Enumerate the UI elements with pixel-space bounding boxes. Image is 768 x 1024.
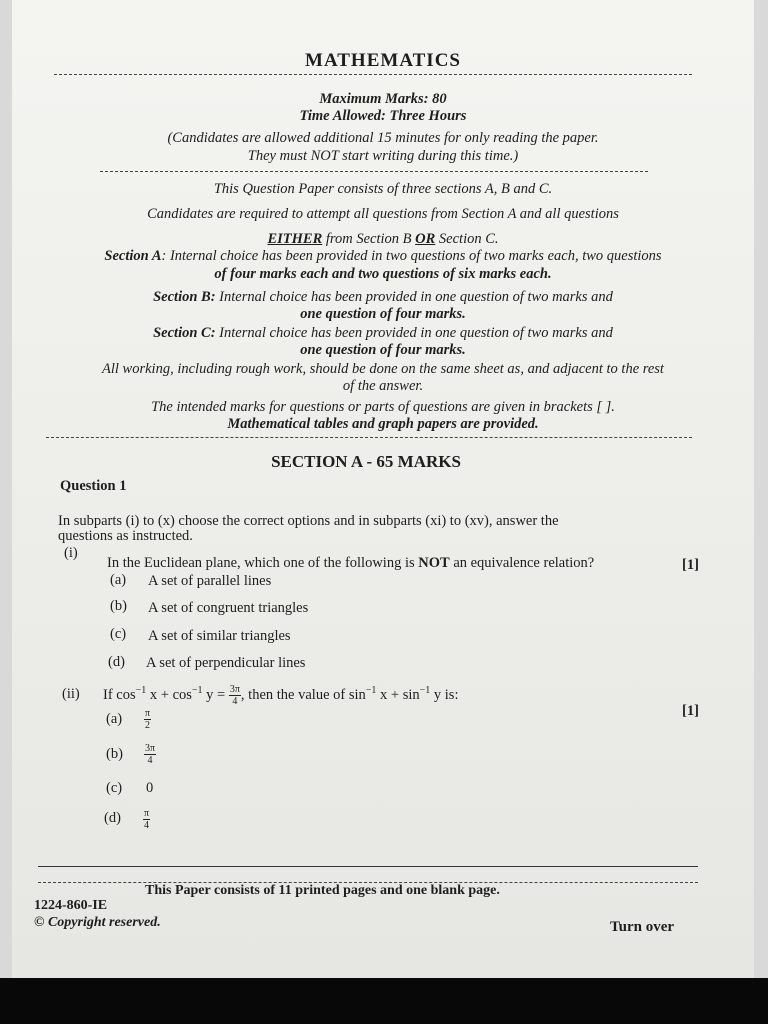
option-c-letter: (c) xyxy=(106,780,123,796)
section-b-text: Internal choice has been provided in one question of two marks and xyxy=(215,289,613,305)
divider xyxy=(100,171,648,172)
option-d-text: A set of perpendicular lines xyxy=(146,655,306,671)
option-b-fraction xyxy=(144,743,156,766)
bottom-black-bar xyxy=(0,978,768,1024)
subpart-i-marks: [1] xyxy=(682,557,699,573)
subpart-ii-text xyxy=(103,684,458,707)
subpart-ii-number: (ii) xyxy=(62,686,80,702)
option-d-fraction xyxy=(143,808,150,831)
subpart-i-text xyxy=(107,555,594,572)
section-a-label: Section A xyxy=(104,248,162,264)
section-a-instruction-2: of four marks each and two questions of six marks each. xyxy=(214,266,552,282)
section-a-text: : Internal choice has been provided in two questions of two marks each, two questions xyxy=(161,248,662,264)
option-a-fraction xyxy=(144,708,151,731)
option-c-letter: (c) xyxy=(110,626,127,642)
option-d-letter: (d) xyxy=(108,654,125,670)
option-a-letter: (a) xyxy=(110,572,127,588)
question-label: Question 1 xyxy=(60,478,127,494)
math-text: y = xyxy=(202,686,229,703)
math-sup: −1 xyxy=(365,685,377,696)
fraction-denominator: 2 xyxy=(145,720,151,731)
math-text: If cos xyxy=(103,686,136,703)
instruction-attempt: Candidates are required to attempt all questions from Section A and all questions xyxy=(147,206,619,222)
section-a-heading: SECTION A - 65 MARKS xyxy=(271,452,461,471)
subpart-i-text-b: an equivalence relation? xyxy=(449,555,595,571)
math-text: x + cos xyxy=(146,686,192,703)
math-sup: −1 xyxy=(419,685,431,696)
math-sup: −1 xyxy=(135,685,147,696)
paper-title: MATHEMATICS xyxy=(305,50,461,71)
section-b-instruction xyxy=(12,289,754,306)
reading-note-2: They must NOT start writing during this time.) xyxy=(247,148,519,164)
or-text: OR xyxy=(415,231,436,247)
time-allowed: Time Allowed: Three Hours xyxy=(299,108,467,124)
question-intro-1: In subparts (i) to (x) choose the correct options and in subparts (xi) to (xv), answer the xyxy=(58,513,559,529)
section-c-text: Internal choice has been provided in one question of two marks and xyxy=(215,325,613,341)
section-b-label: Section B: xyxy=(153,289,216,305)
subpart-ii-marks: [1] xyxy=(682,703,699,719)
working-note-2: of the answer. xyxy=(342,378,424,394)
subpart-i-number: (i) xyxy=(64,545,78,561)
option-c-text: A set of similar triangles xyxy=(148,628,291,644)
option-a-text: A set of parallel lines xyxy=(148,573,272,589)
subpart-i-text-a: In the Euclidean plane, which one of the following is xyxy=(107,555,419,571)
reading-note-1: (Candidates are allowed additional 15 minutes for only reading the paper. xyxy=(167,130,599,146)
fraction-denominator: 4 xyxy=(232,696,238,707)
exam-paper-page xyxy=(12,0,754,978)
max-marks: Maximum Marks: 80 xyxy=(319,91,447,107)
option-b-letter: (b) xyxy=(110,598,127,614)
question-intro-2: questions as instructed. xyxy=(58,528,193,544)
divider xyxy=(46,437,692,438)
math-sup: −1 xyxy=(191,685,203,696)
option-b-text: A set of congruent triangles xyxy=(148,600,309,616)
section-c-label: Section C: xyxy=(153,325,216,341)
math-text: x + sin xyxy=(376,686,420,703)
turn-over: Turn over xyxy=(610,919,675,935)
paper-code: 1224-860-IE xyxy=(34,898,108,913)
section-c-instruction xyxy=(12,325,754,342)
fraction-numerator: π xyxy=(145,708,151,719)
section-b-instruction-2: one question of four marks. xyxy=(300,306,466,322)
instruction-sections: This Question Paper consists of three sections A, B and C. xyxy=(213,181,553,197)
footer-rule xyxy=(38,866,698,867)
fraction xyxy=(229,684,241,707)
pages-note: This Paper consists of 11 printed pages and one blank page. xyxy=(145,883,500,898)
option-b-letter: (b) xyxy=(106,746,123,762)
brackets-note: The intended marks for questions or parts of questions are given in brackets [ ]. xyxy=(151,399,615,415)
fraction-numerator: 3π xyxy=(145,743,156,754)
copyright: © Copyright reserved. xyxy=(34,915,161,930)
fraction-numerator: π xyxy=(144,808,150,819)
option-a-letter: (a) xyxy=(106,711,123,727)
either-text: EITHER xyxy=(267,231,323,247)
tables-note: Mathematical tables and graph papers are provided. xyxy=(227,416,539,432)
section-c-instruction-2: one question of four marks. xyxy=(300,342,466,358)
section-a-instruction xyxy=(12,248,754,265)
fraction-numerator: 3π xyxy=(229,684,240,695)
working-note-1: All working, including rough work, should be done on the same sheet as, and adjacent to the rest xyxy=(102,361,664,377)
not-text: NOT xyxy=(418,555,450,571)
divider xyxy=(54,74,692,75)
fraction-denominator: 4 xyxy=(144,820,150,831)
option-c-value: 0 xyxy=(146,780,154,796)
from-section-b-text: from Section B xyxy=(322,231,416,247)
option-d-letter: (d) xyxy=(104,810,121,826)
section-c-text: Section C. xyxy=(435,231,499,247)
math-text: , then the value of sin xyxy=(240,686,366,703)
instruction-either-or xyxy=(12,231,754,248)
fraction-denominator: 4 xyxy=(147,755,153,766)
math-text: y is: xyxy=(430,686,459,703)
